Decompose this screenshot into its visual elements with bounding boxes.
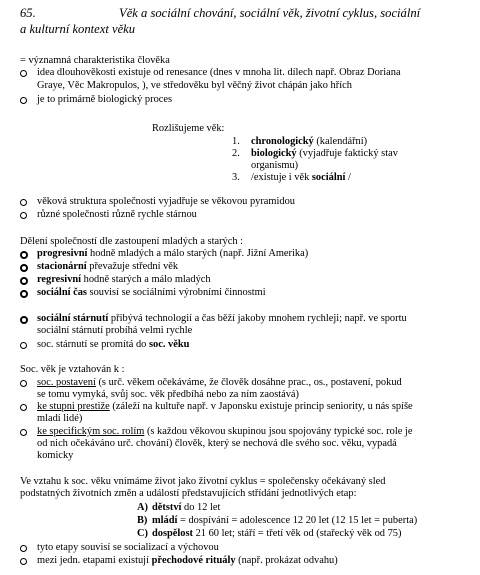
bullet-circle-icon — [20, 342, 27, 349]
bullet-circle-icon — [20, 251, 28, 259]
bullet-circle-icon — [20, 558, 27, 565]
bullet-circle-icon — [20, 212, 27, 219]
bullet-circle-icon — [20, 264, 28, 272]
bullet-circle-icon — [20, 199, 27, 206]
intro-line: = významná charakteristika člověka — [20, 55, 170, 66]
division-bullet-1: progresivní hodně mladých a málo starých (např. Jižní Amerika) — [37, 248, 309, 259]
division-heading: Dělení společností dle zastoupení mladých a starých : — [20, 236, 244, 247]
title-number: 65. — [20, 6, 36, 20]
bullet-circle-icon — [20, 545, 27, 552]
list-number: 1. — [232, 136, 240, 147]
lifecycle-paragraph-line2: podstatných životních změn a událostí představujících střídání jednotlivých etap: — [20, 488, 357, 499]
bullet-circle-icon — [20, 290, 28, 298]
intro-bullet-1-line1: idea dlouhověkosti existuje od renesance (dnes v mnoha lit. dílech např. Obraz Doriana — [37, 67, 401, 78]
title-line1: Věk a sociální chování, sociální věk, životní cyklus, sociální — [119, 6, 421, 20]
aging-bullet-2: soc. stárnutí se promítá do soc. věku — [37, 339, 190, 350]
distinguish-item-2: biologický (vyjadřuje faktický stav — [251, 148, 398, 159]
stage-label: A) — [137, 502, 148, 513]
relations-bullet-1: soc. postavení (s urč. věkem očekáváme, že člověk dosáhne prac., os., postavení, pokud — [37, 377, 402, 388]
structure-bullet-2: různé společnosti různě rychle stárnou — [37, 209, 197, 220]
bullet-circle-icon — [20, 316, 28, 324]
bullet-circle-icon — [20, 429, 27, 436]
relations-bullet-3-cont1: od nich očekáváno urč. chování) člověk, který se nechová dle svého soc. věku, vypadá — [37, 438, 397, 449]
title-line2: a kulturní kontext věku — [20, 22, 136, 36]
relations-bullet-2: ke stupni prestiže (záleží na kultuře např. v Japonsku existuje princip seniority, u nás spíše — [37, 401, 413, 412]
stage-a: dětství do 12 let — [152, 502, 221, 513]
stage-c: dospělost 21 60 let; stáří = třetí věk od (stařecký věk od 75) — [152, 528, 402, 539]
bullet-circle-icon — [20, 97, 27, 104]
aging-bullet-1-cont: sociální stárnutí probíhá velmi rychle — [37, 325, 193, 336]
stage-label: C) — [137, 528, 148, 539]
lifecycle-bullet-1: tyto etapy souvisí se socializací a výchovou — [37, 542, 219, 553]
bullet-circle-icon — [20, 277, 28, 285]
distinguish-item-2-cont: organismu) — [251, 160, 299, 171]
distinguish-item-3: /existuje i věk sociální / — [251, 172, 351, 183]
intro-bullet-2: je to primárně biologický proces — [37, 94, 173, 105]
relations-heading: Soc. věk je vztahován k : — [20, 364, 125, 375]
lifecycle-paragraph-line1: Ve vztahu k soc. věku vnímáme život jako životní cyklus = společensky očekávaný sled — [20, 476, 386, 487]
division-bullet-4: sociální čas souvisí se sociálními výrobními činnostmi — [37, 287, 266, 298]
relations-bullet-1-cont: se tomu vymyká, svůj soc. věk předbíhá nebo za ním zaostává) — [37, 389, 300, 400]
lifecycle-bullet-2: mezi jedn. etapami existují přechodové rituály (např. prokázat odvahu) — [37, 555, 338, 566]
bullet-circle-icon — [20, 404, 27, 411]
division-bullet-3: regresivní hodně starých a málo mladých — [37, 274, 211, 285]
intro-bullet-1-line2: Graye, Věc Makropulos, ), ve středověku byl věčný život chápán jako hřích — [37, 80, 352, 91]
stage-b: mládí = dospívání = adolescence 12 20 let (12 15 let = puberta) — [152, 515, 418, 526]
bullet-circle-icon — [20, 380, 27, 387]
distinguish-heading: Rozlišujeme věk: — [152, 123, 225, 134]
division-bullet-2: stacionární převažuje střední věk — [37, 261, 179, 272]
list-number: 3. — [232, 172, 240, 183]
relations-bullet-3-cont2: komicky — [37, 450, 74, 461]
stage-label: B) — [137, 515, 148, 526]
relations-bullet-2-cont: mladí lidé) — [37, 413, 83, 424]
list-number: 2. — [232, 148, 240, 159]
structure-bullet-1: věková struktura společnosti vyjadřuje se věkovou pyramidou — [37, 196, 295, 207]
relations-bullet-3: ke specifickým soc. rolím (s každou věkovou skupinou jsou spojovány typické soc. role je — [37, 426, 413, 437]
bullet-circle-icon — [20, 70, 27, 77]
aging-bullet-1: sociální stárnutí přibývá technologií a čas běží jakoby mnohem rychleji; např. ve sportu — [37, 313, 407, 324]
distinguish-item-1: chronologický (kalendářní) — [251, 136, 368, 147]
